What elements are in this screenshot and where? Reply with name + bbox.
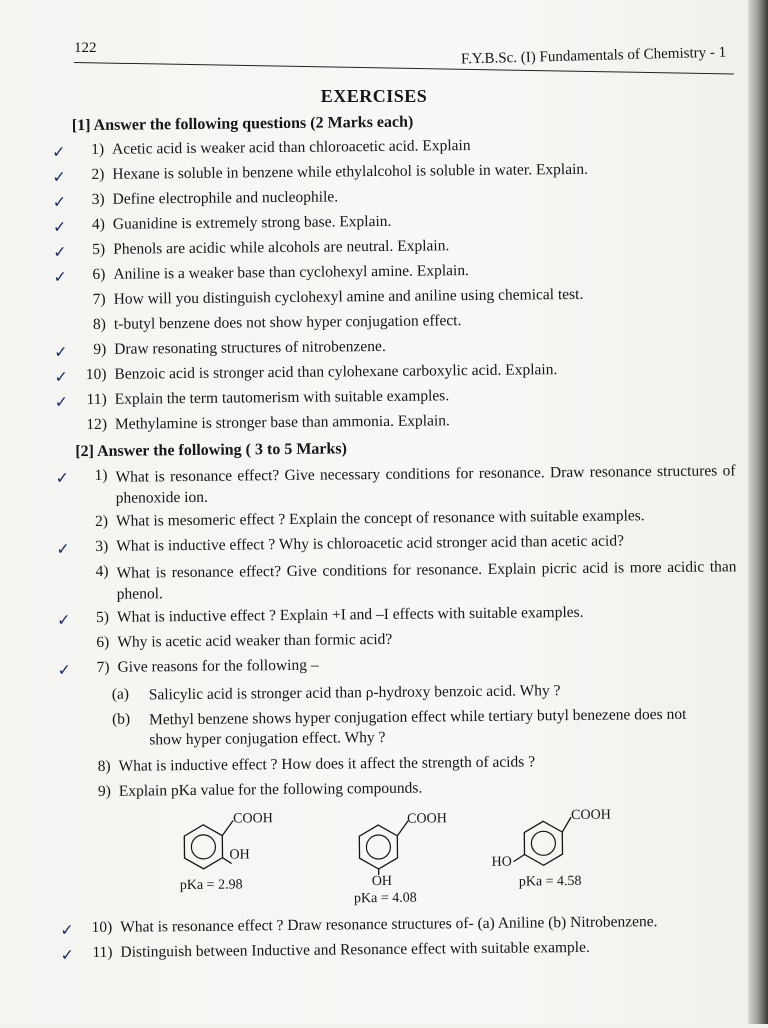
check-mark-icon: ✓ bbox=[60, 945, 74, 964]
check-mark-icon: ✓ bbox=[53, 267, 67, 286]
page-number: 122 bbox=[74, 40, 97, 57]
pka-para-label: pKa = 4.58 bbox=[519, 874, 582, 890]
section2-heading: [2] Answer the following ( 3 to 5 Marks) bbox=[75, 440, 347, 461]
cooh-label: COOH bbox=[571, 808, 611, 823]
check-mark-icon: ✓ bbox=[55, 392, 69, 411]
check-mark-icon: ✓ bbox=[52, 142, 66, 161]
check-mark-icon: ✓ bbox=[55, 468, 69, 487]
structures-drawing bbox=[173, 802, 644, 912]
check-mark-icon: ✓ bbox=[52, 167, 66, 186]
check-mark-icon: ✓ bbox=[54, 367, 68, 386]
check-mark-icon: ✓ bbox=[60, 920, 74, 939]
acid-structures bbox=[173, 802, 644, 912]
check-mark-icon: ✓ bbox=[57, 610, 71, 629]
exercises-content: [1] Answer the following questions (2 Marks each) ✓ 1) Acetic acid is weaker acid than chloroacetic acid. Explain ✓ 2) Hexane is soluble in benzene while ethylalcohol is soluble in water. Explain. ✓ 3) Define electrophile and nucleophile. ✓ 4) Guanidine is extremely strong base. Explain. ✓ 5) Phenols are acidic while alcohols are neutral. Explain. ✓ 6) Aniline is a weaker base than cyclohexyl amine. Explain. 7) How will you distinguish cyclohexyl amine and aniline using chemical test. 8) t-butyl benzene does not show hyper conjugation effect. ✓ 9) Draw resonating structures of nitrobenzene. ✓ 10) Benzoic acid is stronger acid than cylohexane carboxylic acid. Explain. ✓ 11) Explain the term tautomerism with suitable examples. 12) Methylamine is stronger base than ammonia. Explain. [2] Answer the following ( 3 to 5 Marks) ✓ 1) What is resonance effect? Give necessary conditions for resonance. Draw resonance structures of phenoxide ion. 2) What is mesomeric effect ? Explain the concept of resonance with suitable examples. ✓ 3) What is inductive effect ? Why is chloroacetic acid stronger acid than acetic acid? 4) What is resonance effect? Give conditions for resonance. Explain picric acid is more acidic than phenol. ✓ 5) What is inductive effect ? Explain +I and –I effects with suitable examples. 6) Why is acetic acid weaker than formic acid? ✓ 7) Give reasons for the following – (a) Salicylic acid is stronger acid than ρ-hydroxy benzoic acid. Why ? (b) Methyl benzene shows hyper conjugation effect while tertiary butyl benezene does not show hyper conjugation effect. Why ? 8) What is inductive effect ? How does it affect the strength of acids ? 9) Explain pKa value for the following compounds. COOH OH pKa = 2.98 COOH OH pKa = 4.08 COOH HO pKa = 4.58 ✓ 10) What is resonance effect ? Draw resonance structures of- (a) Aniline (b) Nitrobenzene. ✓ 11) Distinguish between Inductive and Resonance effect with suitable example. bbox=[0, 0, 753, 1028]
ho-label: HO bbox=[492, 855, 512, 870]
running-head: F.Y.B.Sc. (I) Fundamentals of Chemistry - 1 bbox=[461, 45, 727, 69]
check-mark-icon: ✓ bbox=[54, 342, 68, 361]
check-mark-icon: ✓ bbox=[53, 242, 67, 261]
check-mark-icon: ✓ bbox=[53, 192, 67, 211]
oh-label: OH bbox=[372, 874, 392, 889]
ortho-hydroxybenzoic-acid bbox=[179, 811, 274, 893]
cooh-label: COOH bbox=[233, 811, 273, 826]
check-mark-icon: ✓ bbox=[56, 539, 70, 558]
pka-meta-label: pKa = 4.08 bbox=[354, 891, 417, 907]
check-mark-icon: ✓ bbox=[57, 660, 71, 679]
pka-ortho-label: pKa = 2.98 bbox=[180, 877, 243, 893]
section1-heading: [1] Answer the following questions (2 Marks each) bbox=[72, 114, 414, 136]
book-binding-shadow bbox=[748, 0, 768, 1024]
oh-label: OH bbox=[229, 847, 249, 862]
cooh-label: COOH bbox=[407, 811, 447, 826]
para-hydroxybenzoic-acid bbox=[491, 808, 612, 890]
page-title: EXERCISES bbox=[0, 86, 748, 107]
check-mark-icon: ✓ bbox=[53, 217, 67, 236]
meta-hydroxybenzoic-acid bbox=[353, 811, 448, 906]
